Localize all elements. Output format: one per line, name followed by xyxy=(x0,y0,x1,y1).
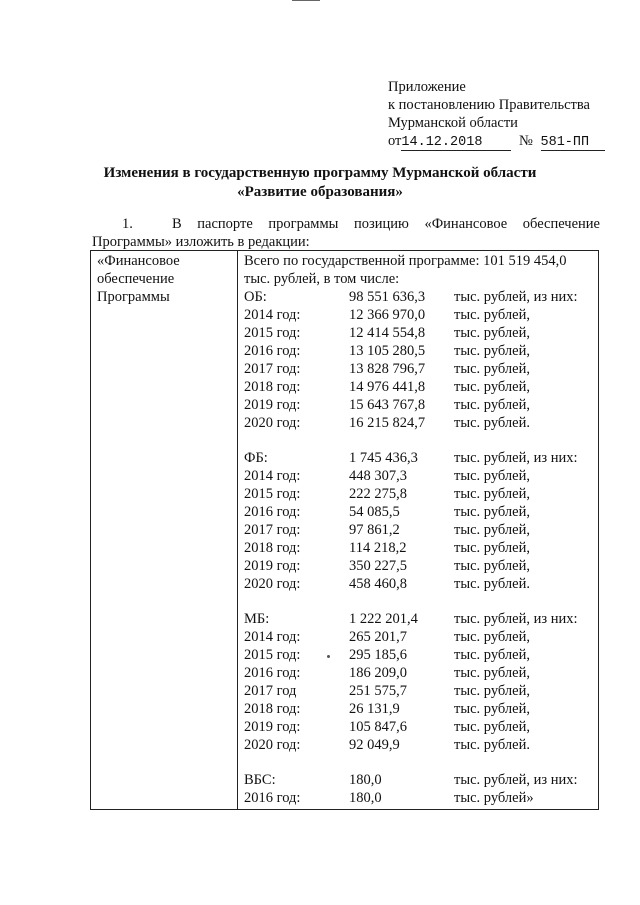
funding-unit: тыс. рублей, xyxy=(454,486,530,502)
appendix-line: Мурманской области xyxy=(388,115,518,131)
title-line-2: «Развитие образования» xyxy=(237,184,403,200)
funding-label: ФБ: xyxy=(244,450,268,466)
funding-unit: тыс. рублей, из них: xyxy=(454,611,578,627)
funding-value: 13 828 796,7 xyxy=(349,361,426,377)
funding-label: 2017 год: xyxy=(244,361,301,377)
funding-label: ВБС: xyxy=(244,772,276,788)
funding-label: 2015 год: xyxy=(244,325,301,341)
appendix-line: Приложение xyxy=(388,79,466,95)
funding-value: 26 131,9 xyxy=(349,701,400,717)
funding-row xyxy=(244,324,592,342)
funding-unit: тыс. рублей, xyxy=(454,307,530,323)
funding-label: 2019 год: xyxy=(244,397,301,413)
funding-value: 92 049,9 xyxy=(349,737,400,753)
funding-value: 186 209,0 xyxy=(349,665,407,681)
document-title xyxy=(0,164,640,202)
funding-unit: тыс. рублей» xyxy=(454,790,534,806)
funding-label: 2014 год: xyxy=(244,468,301,484)
funding-row xyxy=(244,789,592,807)
item-text-line-2: Программы» изложить в редакции: xyxy=(92,234,310,250)
funding-unit: тыс. рублей, xyxy=(454,468,530,484)
funding-label: 2014 год: xyxy=(244,629,301,645)
funding-unit: тыс. рублей, xyxy=(454,397,530,413)
number-sign: № xyxy=(519,133,533,149)
funding-unit: тыс. рублей. xyxy=(454,415,530,431)
funding-value: 98 551 636,3 xyxy=(349,289,426,305)
funding-unit: тыс. рублей, xyxy=(454,701,530,717)
funding-row xyxy=(244,682,592,700)
funding-row xyxy=(244,557,592,575)
funding-value: 458 460,8 xyxy=(349,576,407,592)
funding-value: 180,0 xyxy=(349,790,382,806)
funding-value: 251 575,7 xyxy=(349,683,407,699)
funding-label: 2018 год: xyxy=(244,379,301,395)
funding-unit: тыс. рублей, xyxy=(454,540,530,556)
funding-unit: тыс. рублей, из них: xyxy=(454,289,578,305)
funding-unit: тыс. рублей. xyxy=(454,737,530,753)
funding-unit: тыс. рублей, xyxy=(454,343,530,359)
funding-label: 2020 год: xyxy=(244,415,301,431)
funding-row xyxy=(244,575,592,593)
funding-label: 2020 год: xyxy=(244,576,301,592)
funding-unit: тыс. рублей, xyxy=(454,647,530,663)
funding-label: 2017 год: xyxy=(244,522,301,538)
item-text-line-1: В паспорте программы позицию «Финансовое обеспечение xyxy=(172,216,600,232)
funding-value: 222 275,8 xyxy=(349,486,407,502)
funding-unit: тыс. рублей, из них: xyxy=(454,450,578,466)
funding-row xyxy=(244,485,592,503)
funding-value: 448 307,3 xyxy=(349,468,407,484)
funding-value: 15 643 767,8 xyxy=(349,397,426,413)
funding-label: 2018 год: xyxy=(244,540,301,556)
funding-unit: тыс. рублей. xyxy=(454,576,530,592)
left-label-line: Программы xyxy=(97,289,170,305)
funding-label: ОБ: xyxy=(244,289,267,305)
funding-row xyxy=(244,610,592,628)
funding-row xyxy=(244,360,592,378)
funding-unit: тыс. рублей, xyxy=(454,683,530,699)
funding-row xyxy=(244,414,592,432)
funding-value: 114 218,2 xyxy=(349,540,407,556)
funding-row xyxy=(244,306,592,324)
funding-row xyxy=(244,646,592,664)
table-right-content xyxy=(238,251,599,810)
funding-row xyxy=(244,521,592,539)
financing-table xyxy=(90,250,599,810)
decree-number: 581-ПП xyxy=(541,135,605,151)
funding-row xyxy=(244,467,592,485)
funding-row xyxy=(244,503,592,521)
funding-label: 2018 год: xyxy=(244,701,301,717)
date-prefix: от xyxy=(388,133,402,149)
funding-label: 2016 год: xyxy=(244,665,301,681)
funding-unit: тыс. рублей, xyxy=(454,665,530,681)
funding-value: 180,0 xyxy=(349,772,382,788)
funding-label: 2014 год: xyxy=(244,307,301,323)
funding-row xyxy=(244,396,592,414)
funding-label: 2016 год: xyxy=(244,790,301,806)
funding-value: 265 201,7 xyxy=(349,629,407,645)
funding-value: 97 861,2 xyxy=(349,522,400,538)
funding-unit: тыс. рублей, xyxy=(454,325,530,341)
title-line-1: Изменения в государственную программу Мурманской области xyxy=(103,165,537,181)
appendix-line: к постановлению Правительства xyxy=(388,97,590,113)
funding-value: 13 105 280,5 xyxy=(349,343,426,359)
section-gap xyxy=(244,593,592,610)
funding-row xyxy=(244,449,592,467)
funding-label: 2015 год: xyxy=(244,486,301,502)
decree-date: 14.12.2018 xyxy=(401,135,511,151)
funding-row xyxy=(244,718,592,736)
funding-row xyxy=(244,664,592,682)
funding-label: 2019 год: xyxy=(244,558,301,574)
date-number-line xyxy=(388,132,605,151)
funding-row xyxy=(244,288,592,306)
funding-value: 295 185,6 xyxy=(349,647,407,663)
funding-row xyxy=(244,378,592,396)
funding-label: 2016 год: xyxy=(244,343,301,359)
funding-value: 12 414 554,8 xyxy=(349,325,426,341)
appendix-block xyxy=(388,78,605,151)
funding-unit: тыс. рублей, xyxy=(454,361,530,377)
funding-value: 105 847,6 xyxy=(349,719,407,735)
funding-row xyxy=(244,628,592,646)
funding-unit: тыс. рублей, из них: xyxy=(454,772,578,788)
funding-value: 1 745 436,3 xyxy=(349,450,418,466)
funding-label: 2017 год xyxy=(244,683,297,699)
section-gap xyxy=(244,432,592,449)
funding-row xyxy=(244,771,592,789)
funding-value: 14 976 441,8 xyxy=(349,379,426,395)
funding-unit: тыс. рублей, xyxy=(454,504,530,520)
funding-value: 54 085,5 xyxy=(349,504,400,520)
funding-label: 2016 год: xyxy=(244,504,301,520)
funding-unit: тыс. рублей, xyxy=(454,522,530,538)
funding-value: 16 215 824,7 xyxy=(349,415,426,431)
funding-value: 1 222 201,4 xyxy=(349,611,418,627)
funding-unit: тыс. рублей, xyxy=(454,719,530,735)
funding-value: 12 366 970,0 xyxy=(349,307,426,323)
funding-label: МБ: xyxy=(244,611,270,627)
funding-sections xyxy=(244,288,592,807)
total-line-1: Всего по государственной программе: 101 519 454,0 xyxy=(244,253,567,269)
funding-label: 2020 год: xyxy=(244,737,301,753)
funding-unit: тыс. рублей, xyxy=(454,379,530,395)
funding-label: 2019 год: xyxy=(244,719,301,735)
scan-speck xyxy=(327,655,330,658)
item-number: 1. xyxy=(122,216,133,232)
funding-label: 2015 год: xyxy=(244,647,301,663)
left-label-line: обеспечение xyxy=(97,271,175,287)
funding-value: 350 227,5 xyxy=(349,558,407,574)
section-gap xyxy=(244,754,592,771)
funding-row xyxy=(244,342,592,360)
total-line-2: тыс. рублей, в том числе: xyxy=(244,271,400,287)
item-paragraph xyxy=(92,215,600,233)
table-left-label xyxy=(91,251,238,810)
top-scan-mark xyxy=(292,0,320,1)
left-label-line: «Финансовое xyxy=(97,253,180,269)
funding-row xyxy=(244,539,592,557)
funding-row xyxy=(244,700,592,718)
funding-row xyxy=(244,736,592,754)
funding-unit: тыс. рублей, xyxy=(454,558,530,574)
funding-unit: тыс. рублей, xyxy=(454,629,530,645)
